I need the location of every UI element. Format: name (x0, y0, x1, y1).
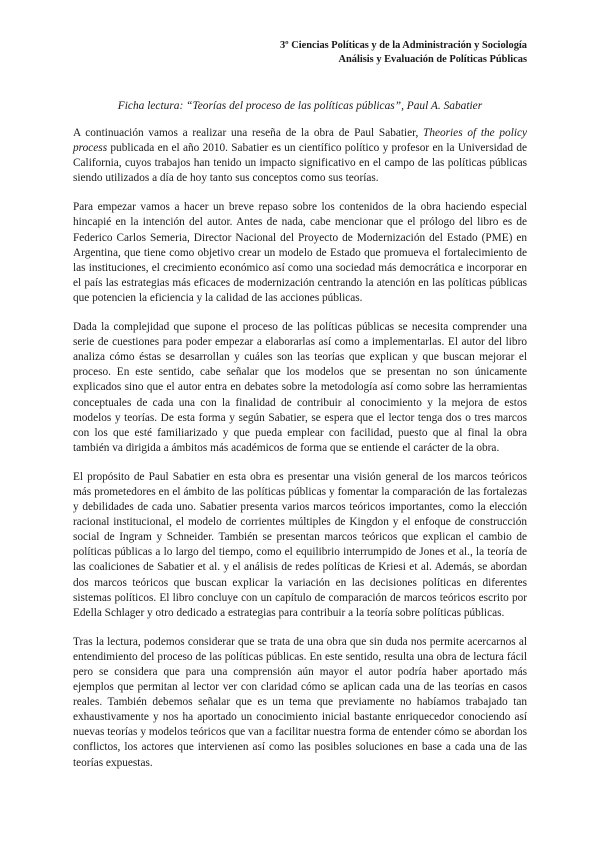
document-title: Ficha lectura: “Teorías del proceso de las políticas públicas”, Paul A. Sabatier (117, 100, 483, 112)
intro-text-start: A continuación vamos a realizar una reseña de la obra de Paul Sabatier, (73, 127, 424, 139)
paragraph-intro (73, 126, 527, 186)
paragraph-purpose: El propósito de Paul Sabatier en esta obra es presentar una visión general de los marcos teóricos más prometedores en el ámbito de las políticas públicas y fomentar la comparación de las fortalezas y debilidades de cada uno. Sabatier presenta varios marcos teóricos importantes, como la elección racional institucional, el modelo de corrientes múltiples de Kingdon y el enfoque de construcción social de Ingram y Schneider. También se presentan marcos teóricos que explican el cambio de políticas públicas a lo largo del tiempo, como el equilibrio interrumpido de Jones et al., la teoría de las coaliciones de Sabatier et al. y el análisis de redes políticas de Kriesi et al. Además, se abordan dos marcos teóricos que buscan explicar la variación en las decisiones políticas en diferentes sistemas políticos. El libro concluye con un capítulo de comparación de marcos teóricos escrito por Edella Schlager y otro dedicado a estrategias para contribuir a la teoría sobre políticas públicas. (73, 470, 527, 619)
document-header (280, 39, 527, 67)
subject-name: Análisis y Evaluación de Políticas Públicas (338, 54, 527, 65)
course-name: 3º Ciencias Políticas y de la Administración y Sociología (279, 40, 527, 51)
paragraph-complexity: Dada la complejidad que supone el proceso de las políticas públicas se necesita comprender una serie de cuestiones para poder empezar a elaborarlas así como a implementarlas. El autor del libro analiza cómo éstas se desarrollan y cuáles son las teorías que explican y que buscan mejorar el proceso. En este sentido, cabe señalar que los modelos que se presentan no son únicamente explicados sino que el autor entra en debates sobre la metodología así como sobre las herramientas conceptuales de cada una con la finalidad de contribuir al conocimiento y la mejora de estos modelos y teorías. De esta forma y según Sabatier, se espera que el lector tenga dos o tres marcos con los que esté familiarizado y que pueda emplear con facilidad, puesto que al final la obra también va dirigida a ámbitos más académicos de forma que se entiende el carácter de la obra. (73, 321, 527, 454)
paragraph-conclusion: Tras la lectura, podemos considerar que se trata de una obra que sin duda nos permite acercarnos al entendimiento del proceso de las políticas públicas. En este sentido, resulta una obra de lectura fácil pero se considera que para una comprensión aún mayor el autor podría haber aportado más ejemplos que permitan al lector ver con claridad cómo se aplican cada una de las teorías en casos reales. También debemos señalar que es un tema que previamente no habíamos trabajado tan exhaustivamente y nos ha aportado un conocimiento inicial bastante enriquecedor conociendo así nuevas teorías y modelos teóricos que van a facilitar nuestra forma de entender cómo se abordan los conflictos, los actores que intervienen así como las posibles soluciones en base a cada una de las teorías expuestas. (73, 635, 527, 769)
book-title: Theories of the policy process (73, 127, 527, 155)
intro-text-end: publicada en el año 2010. Sabatier es un científico político y profesor en la Universidad de California, cuyos trabajos han tenido un impacto significativo en el campo de las políticas públicas siendo utilizados a día de hoy tanto sus conceptos como sus teorías. (73, 142, 527, 185)
document-body (73, 126, 527, 785)
paragraph-content-overview: Para empezar vamos a hacer un breve repaso sobre los contenidos de la obra haciendo especial hincapié en la intención del autor. Antes de nada, cabe mencionar que el prólogo del libro es de Federico Carlos Semeria, Director Nacional del Proyecto de Modernización del Estado (PME) en Argentina, que tiene como objetivo crear un modelo de Estado que promueva el fortalecimiento de las instituciones, el crecimiento económico así como una sociedad más democrática e incorporar en el país las estrategias más eficaces de modernización centrando la atención en las políticas públicas que potencien la eficiencia y la calidad de las acciones públicas. (73, 201, 527, 304)
